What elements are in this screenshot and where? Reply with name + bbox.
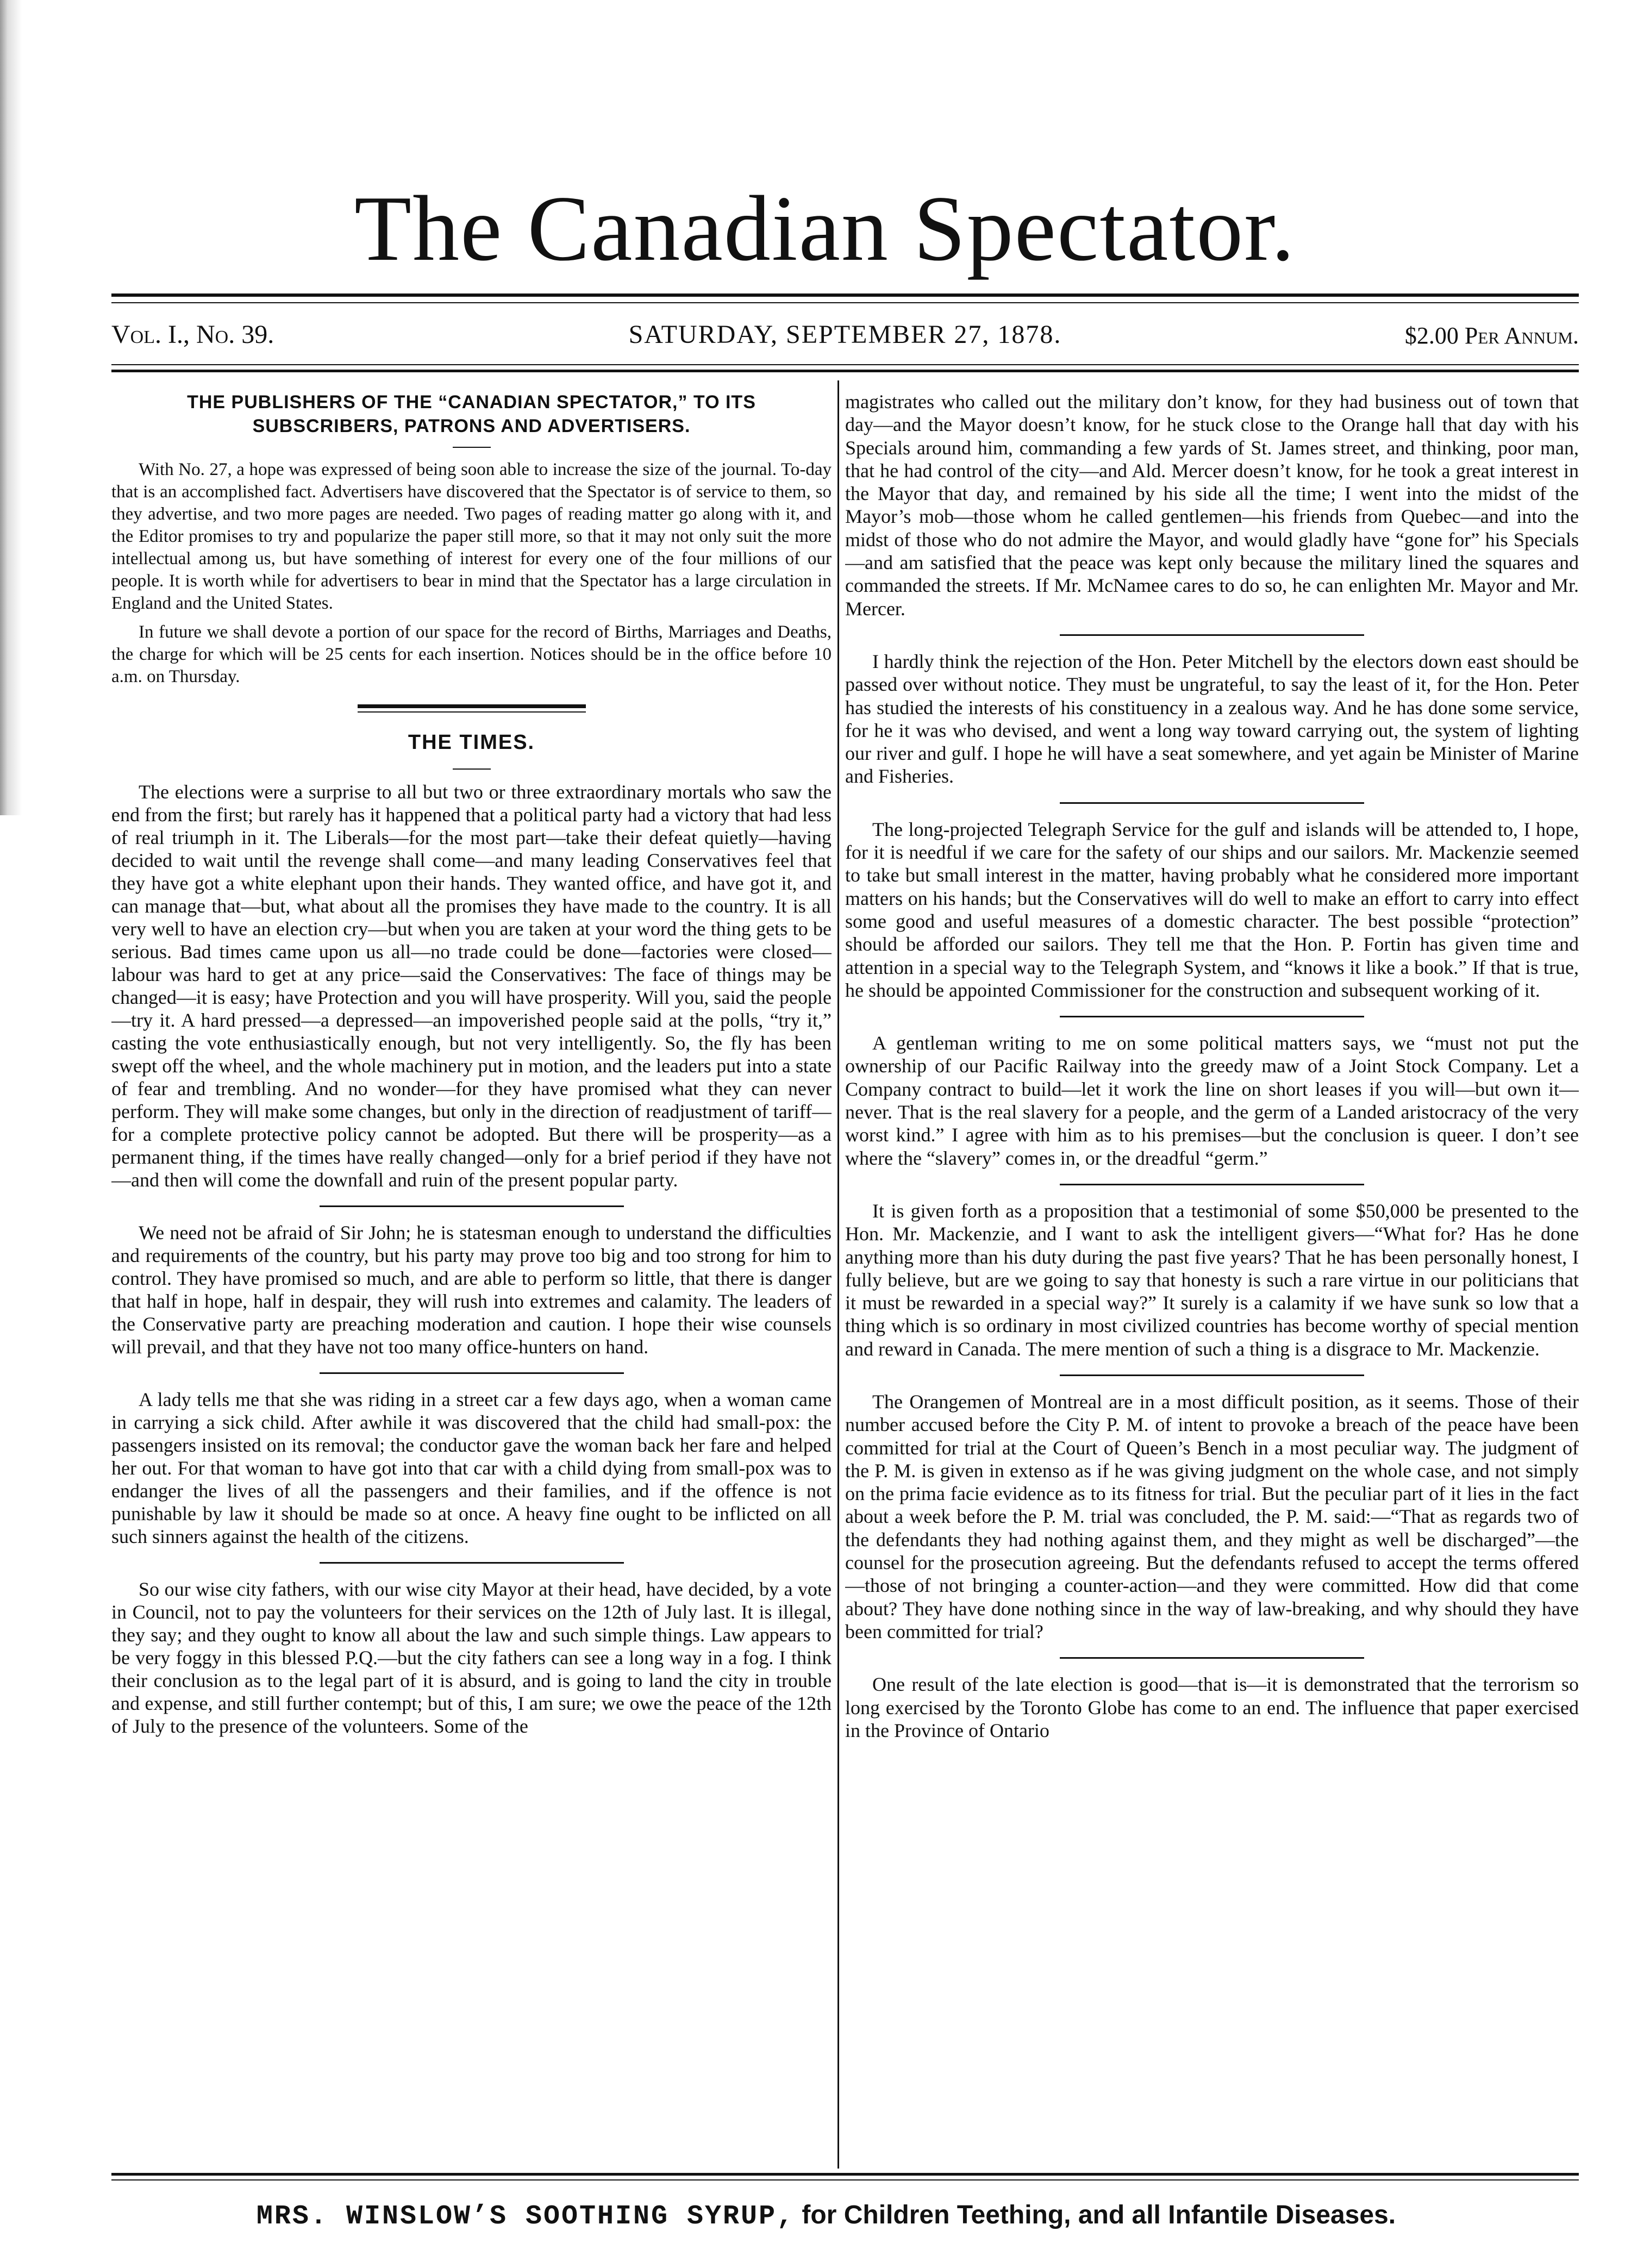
article-paragraph: A gentleman writing to me on some political matters says, we “must not put the ownership of our Pacific Railway into the greedy maw of a Joint Stock Company. Let a Company contract to build—let it work the line on short leases if you will—but own it—never. That is the real slavery for a people, and the germ of a Landed aristocracy of the very worst kind.” I agree with him as to his premises—but the conclusion is queer. I don’t see where the “slavery” comes in, or the dreadful “germ.” — [845, 1032, 1579, 1169]
volume-number: Vol. I., No. 39. — [111, 320, 274, 349]
article-paragraph: It is given forth as a proposition that a testimonial of some $50,000 be presented to the Hon. Mr. Mackenzie, and I want to ask the intelligent givers—“What for? Has he done anything more than his duty during the past five years? That he has been personally honest, I fully believe, but are we going to say that honesty is such a rare virtue in our politicians that it must be rewarded in a special way?” It surely is a calamity if we have sunk so low that a thing which is so ordinary in most civilized countries has become worthy of special mention and reward in Canada. The mere mention of such a thing is a disgrace to Mr. Mackenzie. — [845, 1199, 1579, 1360]
footer-rule-bottom — [111, 2179, 1579, 2180]
article-paragraph: The Orangemen of Montreal are in a most difficult position, as it seems. Those of their number accused before the City P. M. of intent to provoke a breach of the peace have been committed for trial at the Court of Queen’s Bench in a most peculiar way. The judgment of the P. M. is given in extenso as if he was giving judgment on the whole case, and not simply on the prima facie evidence as to its fitness for trial. But the peculiar part of it lies in the fact about a week before the P. M. trial was concluded, the P. M. said:—“That as regards two of the defendants they had nothing against them, and they might as well be discharged”—the counsel for the prosecution agreeing. But the defendants refused to accept the terms offered—those of not bringing a counter-action—and they were committed. How did that come about? They have done nothing since in the way of law-breaking, and why should they have been committed for trial? — [845, 1390, 1579, 1642]
article-paragraph: We need not be afraid of Sir John; he is statesman enough to understand the difficulties and requirements of the country, but his party may prove too big and too strong for him to control. They have promised so much, and are able to perform so little, that there is danger that half in hope, half in despair, they will rush into extremes and calamity. The leaders of the Conservative party are preaching moderation and caution. I hope their wise counsels will prevail, and that they have not too many office-hunters on hand. — [111, 1222, 832, 1358]
paragraph-divider — [320, 1205, 624, 1207]
article-paragraph: The elections were a surprise to all but two or three extraordinary mortals who saw the end from the first; but rarely has it happened that a political party had a victory that had less of real triumph in it. The Liberals—for the most part—take their defeat quietly—having decided to wait until the revenge shall come—and many leading Conservatives feel that they have got a white elephant upon their hands. They wanted office, and have got it, and can manage that—but, what about all the promises they have made to the country. It is all very well to have an election cry—but when you are taken at your word the thing gets to be serious. Bad times came upon us all—no trade could be done—factories were closed—labour was hard to get at any price—said the Conservatives: The face of things may be changed—it is easy; have Protection and you will have prosperity. Will you, said the people—try it. A hard pressed—a depressed—an impoverished people said at the polls, “try it,” casting the vote enthusiastically enough, but not very intelligently. So, the fly has been swept off the wheel, and the whole machinery put in motion, and the leaders put into a state of fear and trembling. And no wonder—for they have promised what they can never perform. They will make some changes, but only in the direction of readjustment of tariff—for a complete protective policy cannot be adopted. But there will be prosperity—as a permanent thing, if the times have really changed—only for a brief period if they have not—and then will come the downfall and ruin of the present popular party. — [111, 781, 832, 1191]
section-rule — [453, 769, 491, 770]
page-edge-shadow — [0, 0, 22, 815]
footer-ad-brand: MRS. WINSLOW’S SOOTHING SYRUP, — [256, 2201, 795, 2232]
dateline-rule-top — [111, 364, 1579, 365]
article-paragraph: magistrates who called out the military don’t know, for they had business out of town that day—and the Mayor doesn’t know, for he stuck close to the Orange hall that day with his Specials around him, commanding a few yards of St. James street, and thinking, poor man, that he had control of the city—and Ald. Mercer doesn’t know, for he took a great interest in the Mayor that day, and remained by his side all the time; I went into the midst of the Mayor’s mob—those whom he called gentlemen—his friends from Quebec—and into the midst of those who do not admire the Mayor, and would gladly have “gone for” his Specials—and am satisfied that the peace was kept only because the military lined the squares and commanded the streets. If Mr. McNamee cares to do so, he can enlighten Mr. Mayor and Mr. Mercer. — [845, 391, 1579, 620]
publishers-heading: THE PUBLISHERS OF THE “CANADIAN SPECTATOR,” TO ITS SUBSCRIBERS, PATRONS AND ADVERTISERS. — [187, 392, 756, 436]
section-double-rule — [358, 704, 586, 713]
issue-date: SATURDAY, SEPTEMBER 27, 1878. — [628, 320, 1062, 349]
publishers-paragraph: With No. 27, a hope was expressed of being soon able to increase the size of the journal. To-day that is an accomplished fact. Advertisers have discovered that the Spectator is of service to them, so they advertise, and two more pages are needed. Two pages of reading matter go along with it, and the Editor promises to try and popularize the paper still more, so that it may not only suit the more intellectual among us, but have something of interest for every one of the four millions of our people. It is worth while for advertisers to bear in mind that the Spectator has a large circulation in England and the United States. — [111, 460, 832, 613]
subscription-price: $2.00 Per Annum. — [1404, 322, 1579, 349]
footer-advertisement — [43, 2198, 1609, 2232]
article-paragraph: The long-projected Telegraph Service for the gulf and islands will be attended to, I hope, for it is needful if we care for the safety of our ships and our sailors. Mr. Mackenzie seemed to take but small interest in the matter, having probably what he considered more important matters on his hands; but the Conservatives will do well to make an effort to carry into effect some good and useful measures of a domestic character. The best possible “protection” should be afforded our sailors. They tell me that the Hon. P. Fortin has given time and attention in a special way to the Telegraph System, and “knows it like a book.” If that is true, he should be appointed Commissioner for the construction and subsequent working of it. — [845, 818, 1579, 1001]
masthead-rule-top — [111, 293, 1579, 297]
paragraph-divider — [1060, 1184, 1364, 1185]
masthead-title: The Canadian Spectator. — [354, 177, 1296, 280]
column-divider — [838, 380, 839, 2169]
paragraph-divider — [320, 1372, 624, 1374]
paragraph-divider — [1060, 1374, 1364, 1376]
masthead-rule-bottom — [111, 302, 1579, 303]
publishers-paragraph: In future we shall devote a portion of our space for the record of Births, Marriages and Deaths, the charge for which will be 25 cents for each insertion. Notices should be in the office before 10 a.m. on Thursday. — [111, 622, 832, 686]
article-paragraph: One result of the late election is good—that is—it is demonstrated that the terrorism so long exercised by the Toronto Globe has come to an end. The influence that paper exercised in the Province of Ontario — [845, 1673, 1579, 1741]
paragraph-divider — [1060, 634, 1364, 636]
footer-ad-text: for Children Teething, and all Infantile Diseases. — [795, 2201, 1396, 2229]
article-paragraph: I hardly think the rejection of the Hon. Peter Mitchell by the electors down east should be passed over without notice. They must be ungrateful, to say the least of it, for the Hon. Peter has studied the interests of his constituency in a zealous way. And he has done some service, for he it was who devised, and went a long way toward carrying out, the system of lighting our river and gulf. I hope he will have a seat somewhere, and yet again be Minister of Marine and Fisheries. — [845, 650, 1579, 788]
paragraph-divider — [1060, 1657, 1364, 1659]
right-column — [845, 390, 1579, 2162]
dateline-rule-bottom — [111, 370, 1579, 372]
paragraph-divider — [1060, 1016, 1364, 1017]
article-paragraph: A lady tells me that she was riding in a street car a few days ago, when a woman came in carrying a sick child. After awhile it was discovered that the child had small-pox: the passengers insisted on its removal; the conductor gave the woman back her fare and helped her out. For that woman to have got into that car with a child dying from small-pox was to endanger the lives of all the passengers and their families, and if the offence is not punishable by law it should be made so at once. A heavy fine ought to be inflicted on all such sinners against the health of the citizens. — [111, 1389, 832, 1547]
article-paragraph: So our wise city fathers, with our wise city Mayor at their head, have decided, by a vote in Council, not to pay the volunteers for their services on the 12th of July last. It is illegal, they say; and they ought to know all about the law and such simple things. Law appears to be very foggy in this blessed P.Q.—but the city fathers can see a long way in a fog. I think their conclusion as to the legal part of it is absurd, and is going to land the city in trouble and expense, and still further contempt; but of this, I am sure; we owe the peace of the 12th of July to the presence of the volunteers. Some of the — [111, 1578, 832, 1737]
paragraph-divider — [1060, 802, 1364, 804]
left-column — [111, 390, 832, 2162]
dateline — [111, 320, 1579, 358]
footer-rule-top — [111, 2173, 1579, 2176]
section-rule — [453, 447, 491, 448]
paragraph-divider — [320, 1562, 624, 1564]
times-heading: THE TIMES. — [408, 731, 535, 754]
